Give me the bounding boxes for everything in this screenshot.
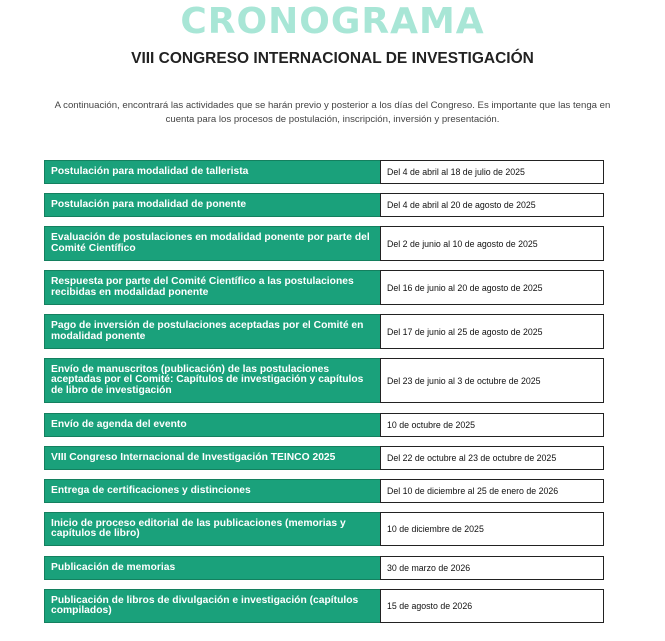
schedule-activity: Envío de agenda del evento	[44, 413, 380, 437]
schedule-activity: Postulación para modalidad de tallerista	[44, 160, 380, 184]
schedule-date: Del 4 de abril al 18 de julio de 2025	[380, 160, 604, 184]
schedule-row	[44, 479, 604, 503]
schedule-activity: Postulación para modalidad de ponente	[44, 193, 380, 217]
schedule-date: 15 de agosto de 2026	[380, 589, 604, 623]
schedule-activity: Inicio de proceso editorial de las publicaciones (memorias y capítulos de libro)	[44, 512, 380, 546]
schedule-activity: Pago de inversión de postulaciones aceptadas por el Comité en modalidad ponente	[44, 314, 380, 349]
schedule-row	[44, 589, 604, 623]
schedule-date: Del 2 de junio al 10 de agosto de 2025	[380, 226, 604, 261]
schedule-row	[44, 193, 604, 217]
page-subtitle: VIII CONGRESO INTERNACIONAL DE INVESTIGACIÓN	[131, 50, 534, 67]
schedule-date: Del 22 de octubre al 23 de octubre de 2025	[380, 446, 604, 470]
schedule-row	[44, 413, 604, 437]
schedule-row	[44, 314, 604, 349]
schedule-row	[44, 446, 604, 470]
schedule-row	[44, 226, 604, 261]
schedule-activity: Entrega de certificaciones y distinciones	[44, 479, 380, 503]
schedule-date: Del 16 de junio al 20 de agosto de 2025	[380, 270, 604, 305]
schedule-activity: VIII Congreso Internacional de Investigación TEINCO 2025	[44, 446, 380, 470]
schedule-row	[44, 270, 604, 305]
schedule-row	[44, 512, 604, 546]
schedule-row	[44, 556, 604, 580]
schedule-date: 30 de marzo de 2026	[380, 556, 604, 580]
schedule-date: 10 de diciembre de 2025	[380, 512, 604, 546]
intro-paragraph: A continuación, encontrará las actividades que se harán previo y posterior a los días del Congreso. Es importante que las tenga en cuenta para los procesos de postulación, inscripción, inversión y presentación.	[54, 100, 611, 125]
page-title: CRONOGRAMA	[180, 1, 485, 42]
schedule-row	[44, 160, 604, 184]
schedule-date: Del 4 de abril al 20 de agosto de 2025	[380, 193, 604, 217]
schedule-row	[44, 358, 604, 403]
schedule-activity: Publicación de libros de divulgación e investigación (capítulos compilados)	[44, 589, 380, 623]
schedule-date: Del 23 de junio al 3 de octubre de 2025	[380, 358, 604, 403]
schedule-date: Del 10 de diciembre al 25 de enero de 2026	[380, 479, 604, 503]
schedule-activity: Envío de manuscritos (publicación) de las postulaciones aceptadas por el Comité: Capítulos de investigación y capítulos de libro de investigación	[44, 358, 380, 403]
schedule-activity: Respuesta por parte del Comité Científico a las postulaciones recibidas en modalidad ponente	[44, 270, 380, 305]
schedule-date: Del 17 de junio al 25 de agosto de 2025	[380, 314, 604, 349]
schedule-activity: Publicación de memorias	[44, 556, 380, 580]
schedule-date: 10 de octubre de 2025	[380, 413, 604, 437]
schedule-activity: Evaluación de postulaciones en modalidad ponente por parte del Comité Científico	[44, 226, 380, 261]
